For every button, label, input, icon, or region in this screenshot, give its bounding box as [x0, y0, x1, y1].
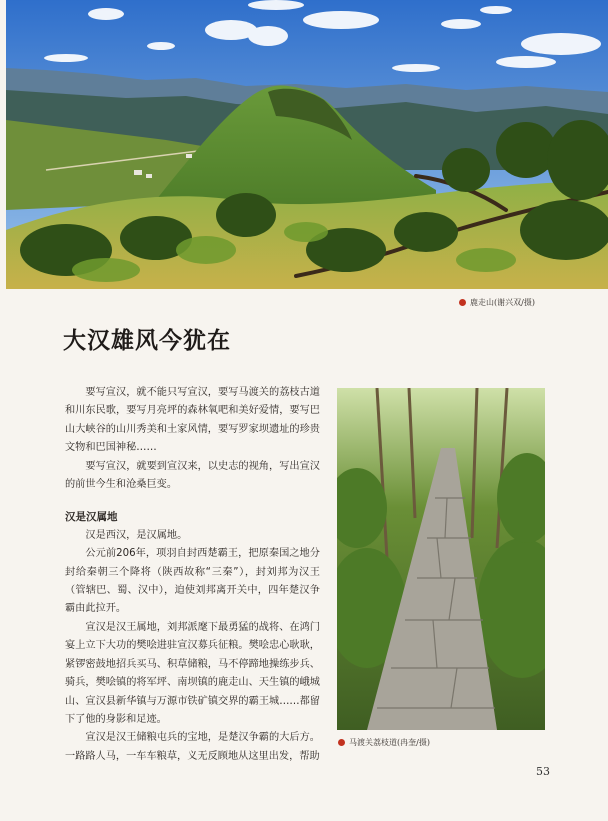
page-number: 53: [536, 765, 550, 778]
intro-paragraph-1: 要写宣汉，就不能只写宣汉，要写马渡关的荔枝古道和川东民歌，要写月亮坪的森林氧吧和美好爱情，要写巴山大峡谷的山川秀美和土家风情，要写罗家坝遗址的珍贵文物和巴国神秘……: [65, 387, 320, 454]
caption-bullet-icon: [338, 739, 345, 746]
intro-paragraph-2: 要写宣汉，就要到宣汉来，以史志的视角，写出宣汉的前世今生和沧桑巨变。: [65, 460, 320, 491]
hero-photo-luzoushan: [6, 0, 608, 289]
side-photo-caption: [338, 737, 430, 748]
landscape-illustration: [6, 0, 608, 289]
article-body: [65, 384, 320, 766]
side-caption-text: 马渡关荔枝道(冉奎/摄): [349, 738, 430, 747]
caption-bullet-icon: [459, 299, 466, 306]
section-heading: 汉是汉属地: [65, 511, 118, 524]
stone-path-illustration: [337, 388, 545, 730]
section-paragraph-1: 汉是西汉，是汉属地。: [85, 529, 188, 541]
hero-photo-caption: [459, 297, 535, 308]
section-paragraph-4: 宣汉是汉王储粮屯兵的宝地，是楚汉争霸的大后方。一路路人马，一车车粮草，义无反顾地从这里出发，帮助: [65, 732, 320, 762]
article-title: 大汉雄风今犹在: [63, 327, 231, 354]
section-paragraph-2: 公元前206年，项羽自封西楚霸王，把原秦国之地分封给秦朝三个降将（陕西故称“三秦”），封刘邦为汉王（管辖巴、蜀、汉中），迫使刘邦离开关中，四年楚汉争霸由此拉开。: [65, 548, 320, 615]
hero-caption-text: 鹿走山(谢兴双/摄): [470, 298, 535, 307]
side-photo-stone-path: [337, 388, 545, 730]
section-paragraph-3: 宣汉是汉王属地，刘邦派麾下最勇猛的战将、在鸿门宴上立下大功的樊哙进驻宣汉募兵征粮。樊哙忠心耿耿，紧锣密鼓地招兵买马、积草储粮，马不停蹄地操练步兵、骑兵，樊哙镇的将军坪、南坝镇的鹿走山、天生镇的峨城山、宣汉县新华镇与万源市铁矿镇交界的霸王城……都留下了他的身影和足迹。: [65, 621, 320, 725]
